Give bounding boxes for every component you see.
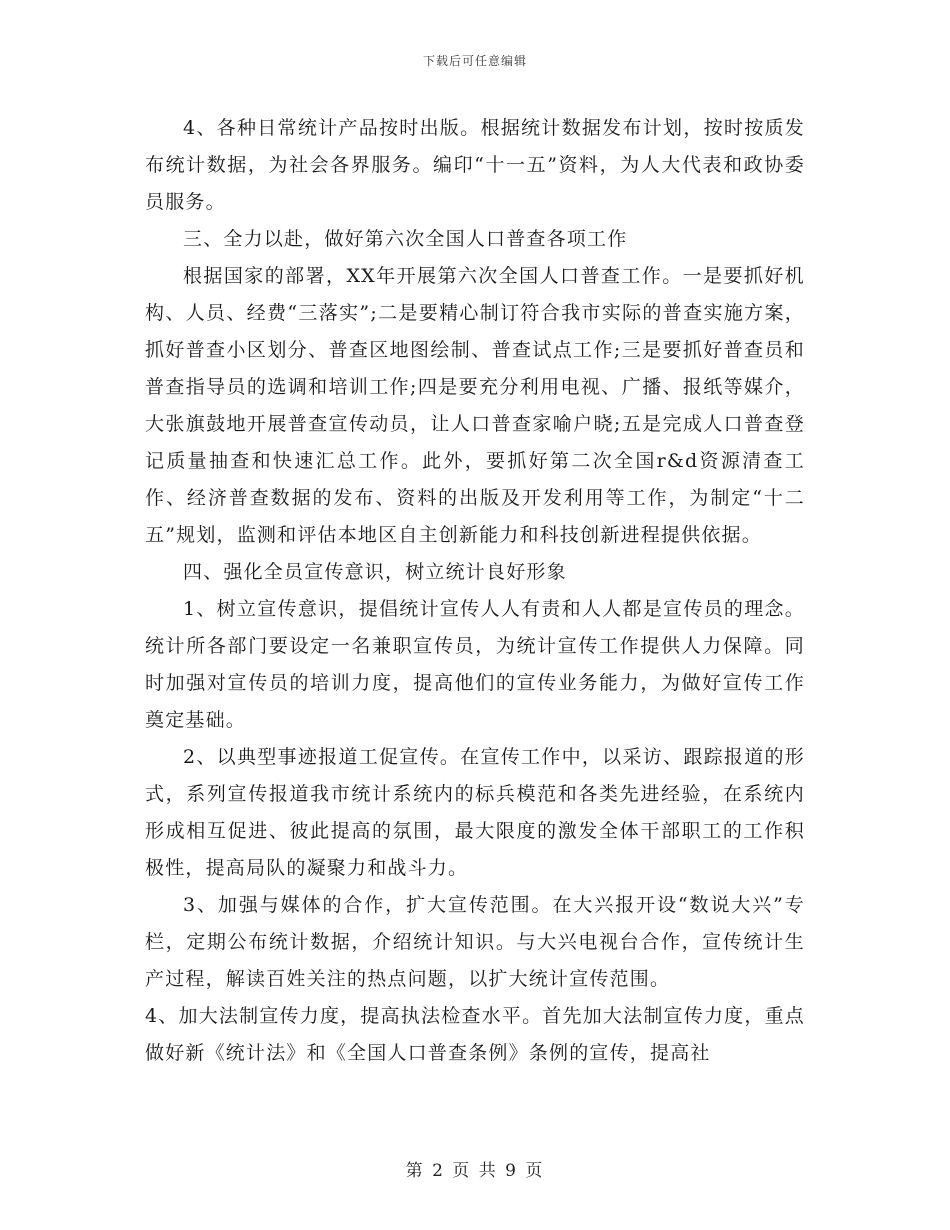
paragraph-item2-reporting: 2、以典型事迹报道工促宣传。在宣传工作中，以采访、跟踪报道的形式，系列宣传报道我市统计系统内的标兵模范和各类先进经验，在系统内形成相互促进、彼此提高的氛围，最大限度的激发全体干部职工的工作积极性，提高局队的凝聚力和战斗力。 <box>145 746 805 879</box>
paragraph-census-work: 根据国家的部署，XX年开展第六次全国人口普查工作。一是要抓好机构、人员、经费“三落实”;二是要精心制订符合我市实际的普查实施方案，抓好普查小区划分、普查区地图绘制、普查试点工作;三是要抓好普查员和普查指导员的选调和培训工作;四是要充分利用电视、广播、报纸等媒介，大张旗鼓地开展普查宣传动员，让人口普查家喻户晓;五是完成人口普查登记质量抽查和快速汇总工作。此外，要抓好第二次全国r&d资源清查工作、经济普查数据的发布、资料的出版及开发利用等工作，为制定“十二五”规划，监测和评估本地区自主创新能力和科技创新进程提供依据。 <box>145 265 805 546</box>
paragraph-item3-media: 3、加强与媒体的合作，扩大宣传范围。在大兴报开设“数说大兴”专栏，定期公布统计数据，介绍统计知识。与大兴电视台合作，宣传统计生产过程，解读百姓关注的热点问题，以扩大统计宣传范围。 <box>145 894 805 990</box>
paragraph-item4-statistics-products: 4、各种日常统计产品按时出版。根据统计数据发布计划，按时按质发布统计数据，为社会各界服务。编印“十一五”资料，为人大代表和政协委员服务。 <box>145 117 805 213</box>
page-footer: 第 2 页 共 9 页 <box>405 1161 545 1181</box>
page-header: 下载后可任意编辑 <box>422 54 527 68</box>
paragraph-item4-legal: 4、加大法制宣传力度，提高执法检查水平。首先加大法制宣传力度，重点做好新《统计法》和《全国人口普查条例》条例的宣传，提高社 <box>145 1005 805 1064</box>
document-body <box>145 110 805 1072</box>
paragraph-item1-awareness: 1、树立宣传意识，提倡统计宣传人人有责和人人都是宣传员的理念。统计所各部门要设定一名兼职宣传员，为统计宣传工作提供人力保障。同时加强对宣传员的培训力度，提高他们的宣传业务能力，为做好宣传工作奠定基础。 <box>145 598 805 731</box>
section-heading-4: 四、强化全员宣传意识，树立统计良好形象 <box>183 561 567 583</box>
section-heading-3: 三、全力以赴，做好第六次全国人口普查各项工作 <box>183 228 628 250</box>
